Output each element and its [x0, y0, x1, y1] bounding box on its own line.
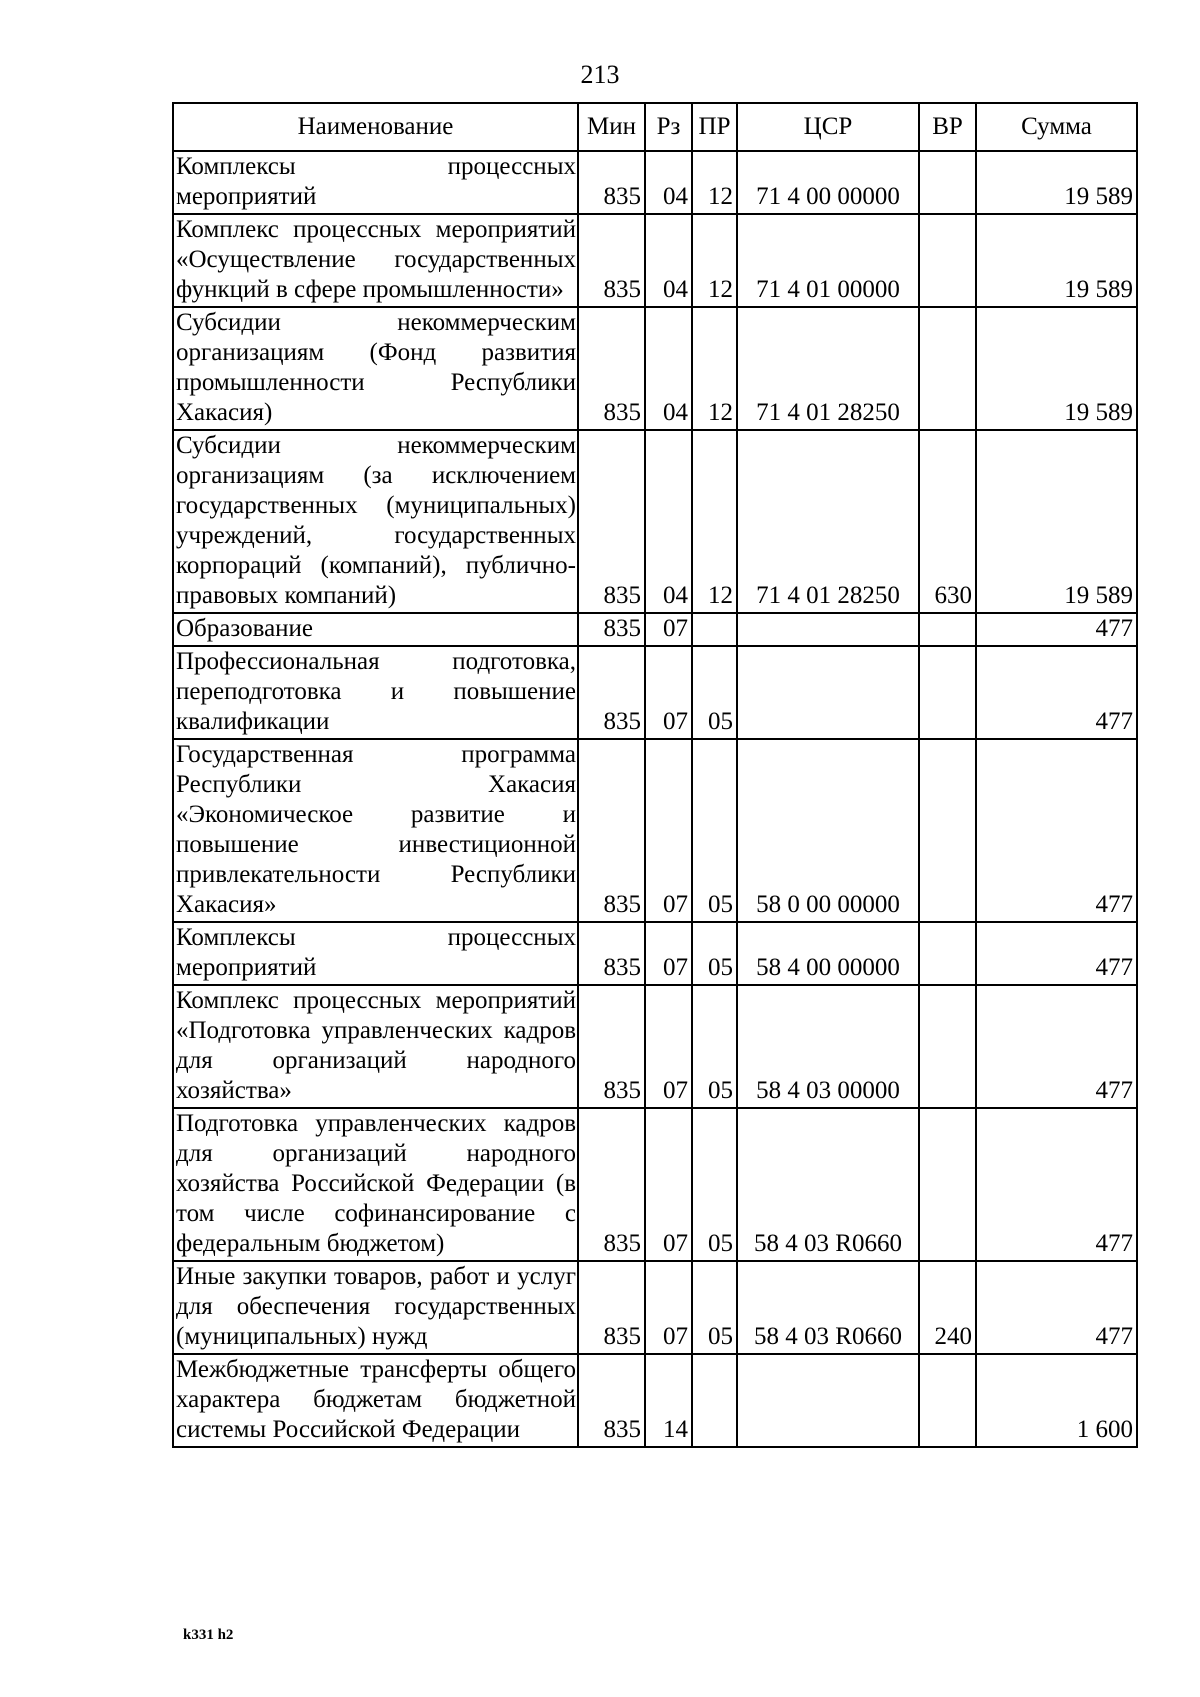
- row-min: 835: [578, 985, 645, 1108]
- row-pr: 12: [692, 151, 737, 214]
- row-name: Образование: [173, 613, 578, 646]
- header-sum: Сумма: [976, 103, 1137, 151]
- row-min: 835: [578, 307, 645, 430]
- row-sum: 1 600: [976, 1354, 1137, 1447]
- table-row: [173, 307, 1137, 430]
- row-min: 835: [578, 922, 645, 985]
- row-rz: 04: [645, 151, 692, 214]
- row-csr: 71 4 01 00000: [737, 214, 919, 307]
- row-sum: 477: [976, 922, 1137, 985]
- row-csr: [737, 646, 919, 739]
- row-csr: 71 4 00 00000: [737, 151, 919, 214]
- row-pr: 12: [692, 214, 737, 307]
- row-csr: 58 0 00 00000: [737, 739, 919, 922]
- row-pr: 05: [692, 1261, 737, 1354]
- budget-table: [172, 102, 1138, 1448]
- row-sum: 19 589: [976, 151, 1137, 214]
- row-sum: 477: [976, 739, 1137, 922]
- row-pr: 05: [692, 922, 737, 985]
- row-vr: [919, 646, 976, 739]
- row-pr: [692, 1354, 737, 1447]
- row-vr: [919, 985, 976, 1108]
- table-row: [173, 214, 1137, 307]
- header-pr: ПР: [692, 103, 737, 151]
- row-rz: 07: [645, 922, 692, 985]
- row-rz: 07: [645, 646, 692, 739]
- row-csr: 58 4 00 00000: [737, 922, 919, 985]
- row-csr: [737, 1354, 919, 1447]
- row-sum: 477: [976, 1108, 1137, 1261]
- table-row: [173, 613, 1137, 646]
- row-pr: [692, 613, 737, 646]
- row-vr: [919, 1354, 976, 1447]
- header-rz: Рз: [645, 103, 692, 151]
- page-number: 213: [580, 60, 620, 89]
- table-row: [173, 1108, 1137, 1261]
- row-rz: 04: [645, 430, 692, 613]
- row-min: 835: [578, 739, 645, 922]
- row-pr: 12: [692, 307, 737, 430]
- row-csr: 71 4 01 28250: [737, 430, 919, 613]
- row-name: Комплексы процессных мероприятий: [173, 922, 578, 985]
- row-rz: 07: [645, 613, 692, 646]
- row-vr: 240: [919, 1261, 976, 1354]
- row-pr: 05: [692, 985, 737, 1108]
- row-pr: 12: [692, 430, 737, 613]
- row-csr: 58 4 03 R0660: [737, 1261, 919, 1354]
- row-csr: [737, 613, 919, 646]
- row-sum: 19 589: [976, 214, 1137, 307]
- row-vr: [919, 1108, 976, 1261]
- row-rz: 07: [645, 1261, 692, 1354]
- row-name: Межбюджетные трансферты общего характера бюджетам бюджетной системы Российской Федерации: [173, 1354, 578, 1447]
- row-rz: 14: [645, 1354, 692, 1447]
- row-vr: [919, 922, 976, 985]
- row-rz: 07: [645, 739, 692, 922]
- row-min: 835: [578, 1354, 645, 1447]
- row-vr: [919, 307, 976, 430]
- row-min: 835: [578, 613, 645, 646]
- row-name: Государственная программа Республики Хакасия «Экономическое развитие и повышение инвестиционной привлекательности Республики Хакасия»: [173, 739, 578, 922]
- row-rz: 04: [645, 214, 692, 307]
- row-min: 835: [578, 1261, 645, 1354]
- row-csr: 58 4 03 00000: [737, 985, 919, 1108]
- table-row: [173, 922, 1137, 985]
- table-row: [173, 985, 1137, 1108]
- row-name: Комплекс процессных мероприятий «Осуществление государственных функций в сфере промышленности»: [173, 214, 578, 307]
- header-csr: ЦСР: [737, 103, 919, 151]
- row-sum: 477: [976, 646, 1137, 739]
- row-min: 835: [578, 646, 645, 739]
- table-row: [173, 1354, 1137, 1447]
- table-row: [173, 430, 1137, 613]
- row-min: 835: [578, 151, 645, 214]
- header-vr: ВР: [919, 103, 976, 151]
- row-vr: [919, 214, 976, 307]
- header-min: Мин: [578, 103, 645, 151]
- row-rz: 04: [645, 307, 692, 430]
- row-pr: 05: [692, 1108, 737, 1261]
- row-csr: 58 4 03 R0660: [737, 1108, 919, 1261]
- row-name: Профессиональная подготовка, переподготовка и повышение квалификации: [173, 646, 578, 739]
- row-min: 835: [578, 1108, 645, 1261]
- table-row: [173, 151, 1137, 214]
- row-name: Подготовка управленческих кадров для организаций народного хозяйства Российской Федерации (в том числе софинансирование с федеральным бюджетом): [173, 1108, 578, 1261]
- row-sum: 19 589: [976, 430, 1137, 613]
- header-name: Наименование: [173, 103, 578, 151]
- row-rz: 07: [645, 1108, 692, 1261]
- row-vr: [919, 151, 976, 214]
- row-rz: 07: [645, 985, 692, 1108]
- row-min: 835: [578, 430, 645, 613]
- row-sum: 477: [976, 1261, 1137, 1354]
- row-vr: [919, 739, 976, 922]
- row-sum: 477: [976, 613, 1137, 646]
- table-row: [173, 1261, 1137, 1354]
- footer-code: k331 h2: [183, 1627, 234, 1643]
- row-name: Субсидии некоммерческим организациям (за исключением государственных (муниципальных) учреждений, государственных корпораций (компаний), публично-правовых компаний): [173, 430, 578, 613]
- row-sum: 19 589: [976, 307, 1137, 430]
- row-name: Комплекс процессных мероприятий «Подготовка управленческих кадров для организаций народного хозяйства»: [173, 985, 578, 1108]
- table-row: [173, 646, 1137, 739]
- row-pr: 05: [692, 739, 737, 922]
- row-min: 835: [578, 214, 645, 307]
- table-header-row: [173, 103, 1137, 151]
- row-vr: 630: [919, 430, 976, 613]
- row-csr: 71 4 01 28250: [737, 307, 919, 430]
- row-name: Комплексы процессных мероприятий: [173, 151, 578, 214]
- row-sum: 477: [976, 985, 1137, 1108]
- row-vr: [919, 613, 976, 646]
- row-pr: 05: [692, 646, 737, 739]
- row-name: Субсидии некоммерческим организациям (Фонд развития промышленности Республики Хакасия): [173, 307, 578, 430]
- table-row: [173, 739, 1137, 922]
- row-name: Иные закупки товаров, работ и услуг для обеспечения государственных (муниципальных) нужд: [173, 1261, 578, 1354]
